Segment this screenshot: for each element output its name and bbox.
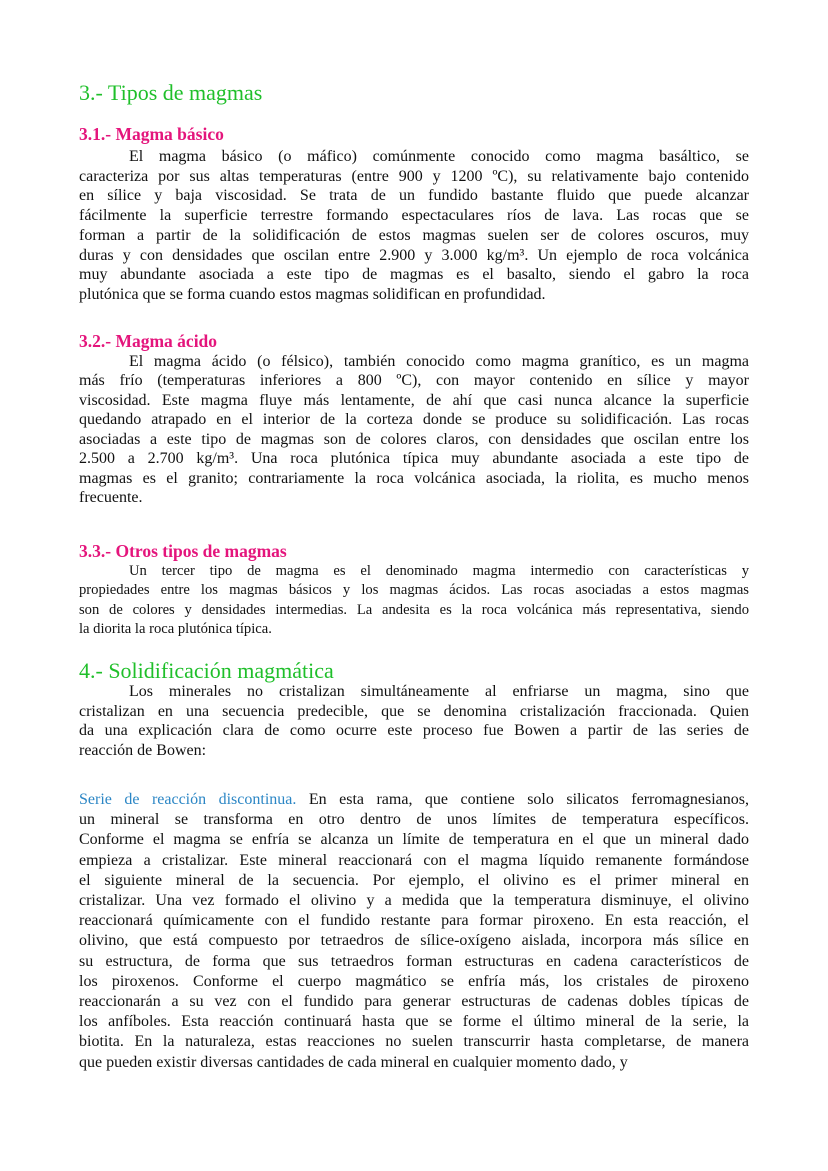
text-line: olivino, que está compuesto por tetraedros de sílice-oxígeno aislada, incorpora más sílice en (79, 932, 749, 950)
paragraph-solidificacion-intro (79, 682, 749, 760)
text-line: que pueden existir diversas cantidades de cada mineral en cualquier momento dado, y (79, 1053, 628, 1071)
text-line: reaccionarán a su vez con el fundido para generar estructuras de cadenas dobles típicas de (79, 993, 749, 1011)
paragraph-serie-discontinua (79, 790, 749, 1073)
text-line: los anfíboles. Esta reacción continuará hasta que se forme el último mineral de la serie, la (79, 1013, 749, 1031)
paragraph-magma-basico (79, 147, 749, 305)
text-line: quedando atrapado en el interior de la corteza donde se produce su solidificación. Las rocas (79, 411, 749, 429)
text-line: 2.500 a 2.700 kg/m³. Una roca plutónica típica muy abundante asociada a este tipo de (79, 450, 749, 468)
subsection-heading-magma-basico: 3.1.- Magma básico (79, 124, 224, 144)
text-line: duras y con densidades que oscilan entre 2.900 y 3.000 kg/m³. Un ejemplo de roca volcánica (79, 246, 749, 264)
subsection-heading-magma-acido: 3.2.- Magma ácido (79, 331, 218, 351)
text-line: muy abundante asociada a este tipo de magmas es el basalto, siendo el gabro la roca (79, 266, 749, 284)
text-line: más frío (temperaturas inferiores a 800 ºC), con mayor contenido en sílice y mayor (79, 372, 749, 390)
text-line: son de colores y densidades intermedias. La andesita es la roca volcánica más representativa, siendo (79, 601, 749, 618)
paragraph-magma-acido (79, 352, 749, 508)
subsection-heading-otros-magmas: 3.3.- Otros tipos de magmas (79, 541, 287, 561)
text-line: un mineral se transforma en otro dentro de unos límites de temperatura específicos. (79, 811, 749, 829)
text-line-rest: En esta rama, que contiene solo silicatos ferromagnesianos, (296, 791, 750, 808)
text-line: en sílice y baja viscosidad. Se trata de un fundido bastante fluido que puede alcanzar (79, 187, 749, 205)
text-line: asociadas a este tipo de magmas son de colores claros, con densidades que oscilan entre los (79, 430, 749, 448)
text-line: Conforme el magma se enfría se alcanza un límite de temperatura en el que un mineral dado (79, 831, 749, 849)
text-line: plutónica que se forma cuando estos magmas solidifican en profundidad. (79, 285, 546, 303)
section-heading-tipos-de-magmas: 3.- Tipos de magmas (79, 80, 263, 105)
text-line: forman a partir de la solidificación de estos magmas suelen ser de colores oscuros, muy (79, 226, 749, 244)
text-line: magmas es el granito; contrariamente la roca volcánica asociada, la riolita, es mucho menos (79, 469, 749, 487)
text-line: caracteriza por sus altas temperaturas (entre 900 y 1200 ºC), su relativamente bajo contenido (79, 167, 749, 185)
paragraph-otros-magmas (79, 562, 749, 639)
text-line: El magma básico (o máfico) comúnmente conocido como magma basáltico, se (129, 148, 749, 165)
text-line: Un tercer tipo de magma es el denominado magma intermedio con características y (129, 563, 749, 579)
text-line: El magma ácido (o félsico), también conocido como magma granítico, es un magma (129, 353, 749, 370)
text-line (79, 790, 749, 810)
text-line: cristalizan en una secuencia predecible, que se denomina cristalización fraccionada. Quien (79, 702, 749, 720)
highlighted-term: Serie de reacción discontinua. (79, 791, 297, 808)
text-line: los piroxenos. Conforme el cuerpo magmático se enfría más, los cristales de piroxeno (79, 972, 749, 990)
text-line: biotita. En la naturaleza, estas reacciones no suelen transcurrir hasta completarse, de manera (79, 1033, 749, 1051)
text-line: viscosidad. Este magma fluye más lentamente, de ahí que casi nunca alcance la superficie (79, 391, 749, 409)
text-line: Los minerales no cristalizan simultáneamente al enfriarse un magma, sino que (129, 683, 749, 700)
text-line: la diorita la roca plutónica típica. (79, 620, 272, 637)
text-line: frecuente. (79, 489, 143, 507)
section-heading-solidificacion: 4.- Solidificación magmática (79, 658, 334, 683)
text-line: el siguiente mineral de la secuencia. Por ejemplo, el olivino es el primer mineral en (79, 871, 749, 889)
text-line: reaccionará químicamente con el fundido restante para formar piroxeno. En esta reacción, el (79, 912, 749, 930)
text-line: fácilmente la superficie terrestre formando espectaculares ríos de lava. Las rocas que se (79, 207, 749, 225)
text-line: empieza a cristalizar. Este mineral reaccionará con el magma líquido remanente formándose (79, 851, 749, 869)
text-line: cristalizar. Una vez formado el olivino y a medida que la temperatura disminuye, el olivino (79, 892, 749, 910)
text-line: da una explicación clara de como ocurre este proceso fue Bowen a partir de las series de (79, 722, 749, 740)
text-line: su estructura, de forma que sus tetraedros forman estructuras en cadena característicos de (79, 952, 749, 970)
text-line: reacción de Bowen: (79, 741, 207, 759)
text-line: propiedades entre los magmas básicos y los magmas ácidos. Las rocas asociadas a estos magmas (79, 582, 749, 599)
